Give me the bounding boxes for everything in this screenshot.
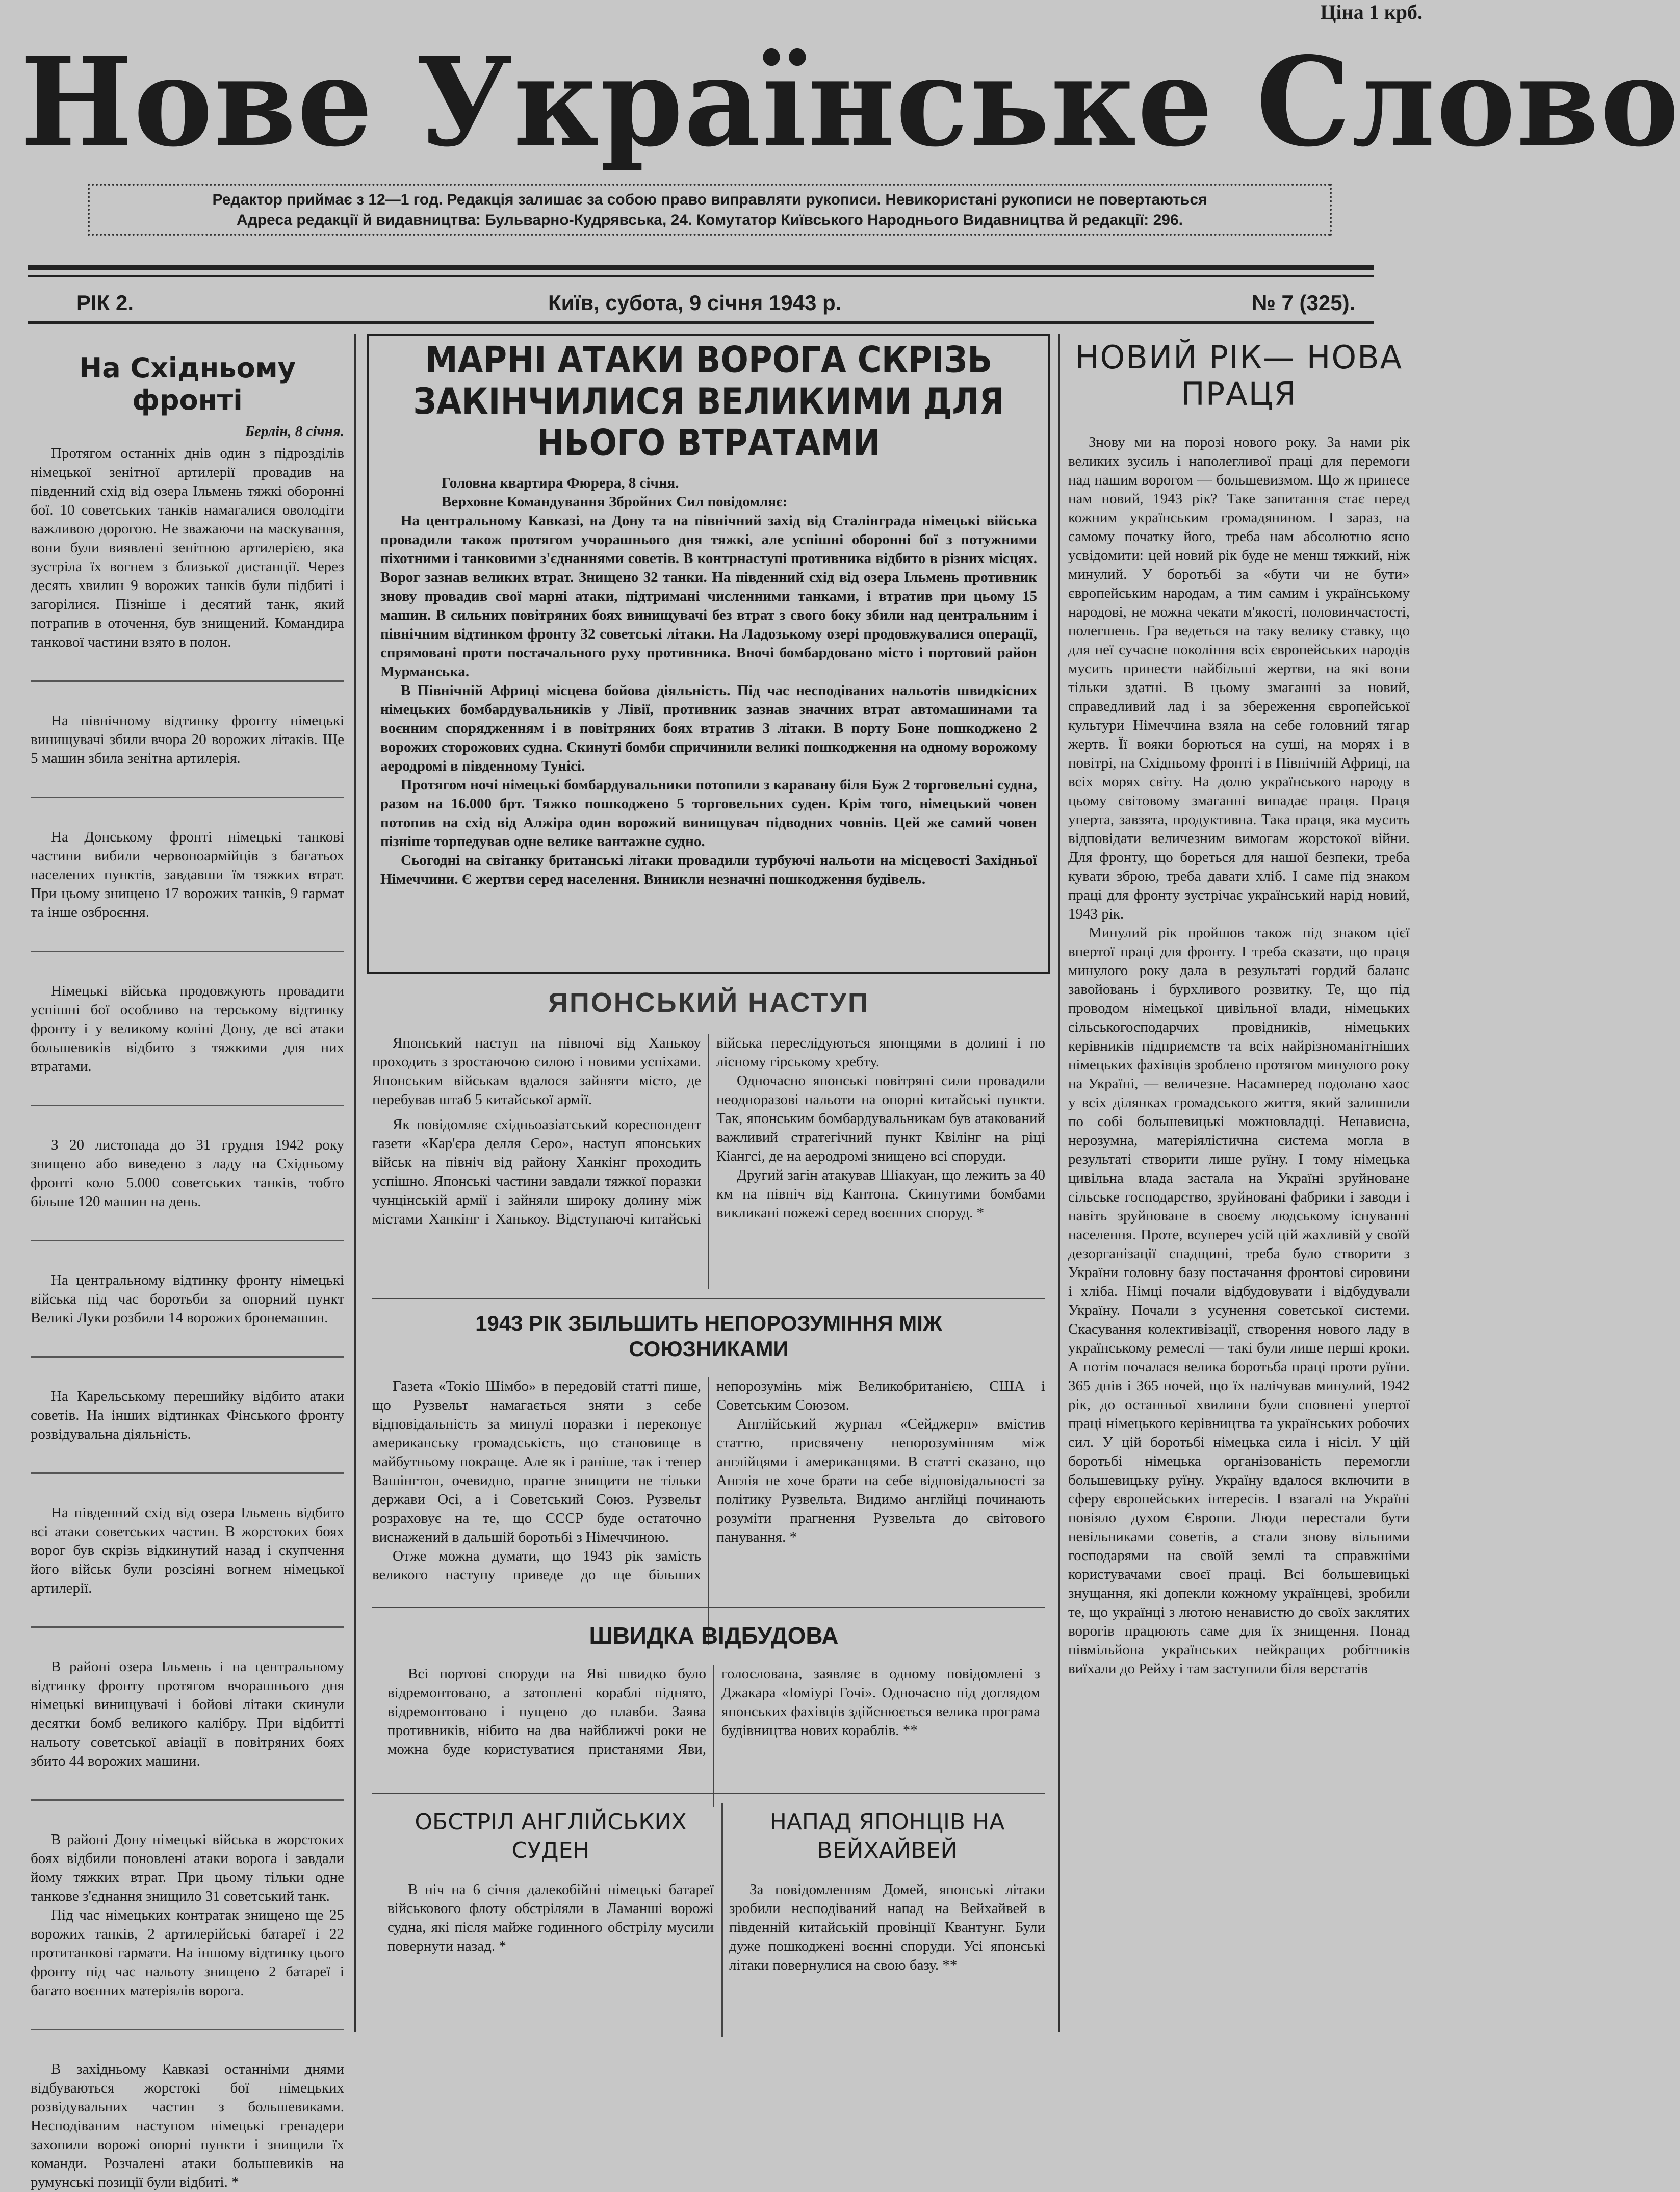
rebuild-story (387, 1622, 1040, 1807)
issue-number: № 7 (325). (1252, 291, 1356, 315)
dateline-rule (28, 321, 1374, 324)
paragraph: Всі портові споруди на Яві швидко було відремонтовано, а затоплені кораблі піднято, відремонтовано і пущено до плавби. Заява противників, нібито на два найближчі роки не можна буде користуватися пристанями Яви, голослована, заявляє в одному повідомлені з Джакара «Іоміурі Гочі». Одночасно під доглядом японських фахівців здійснюється велика програма будівництва нових кораблів. ** (387, 1666, 1040, 1757)
paragraph: На центральному Кавказі, на Дону та на північний захід від Сталінграда німецькі війська провадили також протягом учорашнього дня тяжкі, але успішні оборонні бої з потужними піхотними і танковими з'єднаннями советів. В контрнаступі противника відбито в різних місцях. Ворог зазнав великих втрат. Знищено 32 танки. На південний схід від озера Ільмень противник знову провадив свої марні атаки, підтримані численними танками, і втратив при цьому 15 машин. В сильних повітряних боях винищувачі без втрат з свого боку збили над центральним і північним відтинком фронту 32 советські літаки. На Ладозькому озері продовжувалися операції, спрямовані проти постачального руху противника. Вночі бомбардовано місто і портовий район Мурманська. (380, 513, 1037, 680)
japan-offensive-headline: ЯПОНСЬКИЙ НАСТУП (548, 987, 869, 1018)
allies-story (372, 1311, 1045, 1645)
main-story-intro: Верховне Командування Збройних Сил повідомляє: (442, 494, 788, 510)
shelling-headline: ОБСТРІЛ АНГЛІЙСЬКИХ СУДЕН (415, 1809, 687, 1864)
eastern-front-dateline: Берлін, 8 січня. (245, 423, 344, 440)
weihaiwei-headline: НАПАД ЯПОНЦІВ НА ВЕЙХАЙВЕЙ (769, 1809, 1005, 1864)
new-year-headline: НОВИЙ РІК— НОВА ПРАЦЯ (1075, 339, 1403, 413)
allies-body (372, 1377, 1045, 1645)
divider (31, 1240, 344, 1241)
news-item: На південний схід від озера Ільмень відбито всі атаки советських частин. В жорстоких боях ворог був скрізь відкинутий назад і скупчення його військ були розсіяні вогнем німецької артилерії. (31, 1505, 344, 1596)
news-item: На північному відтинку фронту німецькі винищувачі збили вчора 20 ворожих літаків. Ще 5 машин збила зенітна артилерія. (31, 712, 344, 767)
new-year-body (1068, 433, 1410, 1678)
weihaiwei-story (729, 1808, 1045, 1975)
news-item: В районі Дону німецькі війська в жорстоких боях відбили поновлені атаки ворога і завдали йому тяжких втрат. При цьому тільки одне танкове з'єднання знищило 31 советський танк. (31, 1831, 344, 1904)
main-story-dateline: Головна квартира Фюрера, 8 січня. (442, 475, 679, 491)
news-item: На Карельському перешийку відбито атаки советів. На інших відтинках Фінського фронту розвідувальна діяльність. (31, 1388, 344, 1442)
paragraph: Знову ми на порозі нового року. За нами рік великих зусиль і наполегливої праці для перемоги над нашим ворогом — большевизмом. Що ж принесе нам новий, 1943 рік? Таке запитання стає перед кожним українським громадянином. І зараз, на самому початку його, треба нам абсолютно ясно усвідомити: цей новий рік буде не менш тяжкий, ніж минулий. У боротьбі за «бути чи не бути» європейським народам, а тим самим і українському народові, не можна чекати м'якості, половинчастості, полегшень. Гра ведеться на таку велику ставку, що для неї сучасне покоління всіх європейських народів мусить принести найбільші жертви, на які вони тільки здатні. В цьому змаганні за новий, справедливий лад і за збереження європейської культури Німеччина взяла на себе головний тягар жертв. Її вояки борються на суші, на морях і в повітрі, на Східньому фронті і в Північній Африці, на всіх морях світу. На долю українського народу в цьому світовому змаганні випадає праця. Праця уперта, завзята, продуктивна. Така праця, яка мусить відповідати величезним вимогам жорстокої війни. Для фронту, що бореться для нашої безпеки, треба кувати зброю, треба давати хліб. І саме під знаком праці для фронту зустрічає український нарід новий, 1943 рік. (1068, 434, 1410, 922)
japan-offensive-body (372, 1034, 1045, 1289)
masthead-rule (28, 265, 1374, 270)
masthead-title: Нове Українське Слово (20, 30, 1680, 174)
allies-headline: 1943 РІК ЗБІЛЬШИТЬ НЕПОРОЗУМІННЯ МІЖ СОЮЗНИКАМИ (475, 1311, 942, 1361)
news-item: Під час німецьких контратак знищено ще 25 ворожих танків, 2 артилерійські батареї і 22 протитанкові гармати. На іншому відтинку цього фронту під час нальоту знищено 2 батареї і багато воєнних матеріялів ворога. (31, 1907, 344, 1999)
rebuild-body (387, 1665, 1040, 1807)
news-item: В районі озера Ільмень і на центральному відтинку фронту протягом вчорашнього дня німецькі винищувачі і бойові літаки скинули десятки бомб великого калібру. При відбитті нальоту советської авіації в повітряних боях збито 44 ворожих машини. (31, 1659, 344, 1769)
divider (31, 2029, 344, 2030)
news-item: В західньому Кавказі останніми днями відбуваються жорстокі бої німецьких розвідувальних частин з большевиками. Несподіваним наступом німецькі гренадери захопили ворожі опорні пункти і знищили їх команди. Розчалені атаки большевиків на румунські позиції були відбиті. * (31, 2061, 344, 2190)
divider (372, 1607, 1045, 1608)
column-rule-bottom (721, 1803, 723, 2037)
japan-offensive-story (372, 987, 1045, 1289)
paragraph: В ніч на 6 січня далекобійні німецькі батареї військового флоту обстріляли в Ламаншi ворожі судна, які після майже годинного обстрілу мусили повернути назад. * (387, 1881, 714, 1954)
issue-year: РІК 2. (76, 291, 134, 315)
column-rule-left (354, 334, 356, 2032)
shelling-body (387, 1880, 714, 1956)
divider (31, 797, 344, 798)
paragraph: Минулий рік пройшов також під знаком цієї впертої праці для фронту. І треба сказати, що праця минулого року дала в результаті гордий баланс завойовань і бурхливого розвитку. Те, що під проводом німецької цивільної влади, німецьких сільськогосподарчих провідників, німецьких керівників підприємств та всіх найрізноманітніших німецьких фахівців зроблено протягом минулого року на Україні, — величезне. Насамперед подолано хаос у всіх ділянках громадського життя, який залишили по собі большевицькі можновладці. Ненависна, нерозумна, матеріялістична система могла в результаті створити лише руїну. І тому німецька цивільна влада застала на Україні зруйноване сільське господарство, зруйновані фабрики і заводи і навіть зруйноване в своєму людському існуванні населення. Проте, всупереч усій цій жахливій у своїй дезорганізації спадщині, треба було створити з України головну базу постачання фронтові сировини і хліба. Німці почали відбудовувати і відбудували Україну. Почали з усунення советської системи. Скасування колективізації, створення нового ладу в українському ремеслі — такі були лише перші кроки. А потім почалася велика боротьба праці проти руїни. 365 днів і 365 ночей, що їх налічував минулий, 1942 рік, до останньої хвилини були сповнені упертої праці німецького керівництва та українських робочих сил. У цій боротьбі німецька сила і нісіл. У цій боротьбі німецька організованість перемогли большевицьку руїну. Україну вдалося включити в сферу європейських інтересів. І взагалі на Україні повіяло духом Європи. Люди перестали бути невільниками советів, а стали знову вільними господарями на своїй землі та справжніми користувачами своєї праці. Всі большевицькі знущання, які допекли кожному українцеві, зробили те, що українці з лютою ненавистю до своїх заклятих ворогів працюють саме для їх знищення. Понад півмільйона українських нейкращих робітників виїхали до Рейху і там заступили біля верстатів (1068, 925, 1410, 1677)
paragraph: Отже можна думати, що 1943 рік замість великого наступу приведе до ще більших непорозумінь між Великобританією, США і Советським Союзом. (372, 1378, 1045, 1583)
paragraph: Другий загін атакував Шіакуан, що лежить за 40 км на північ від Кантона. Скинутими бомбами викликані пожежі серед воєнних споруд. * (716, 1167, 1045, 1221)
column-rule-right (1058, 334, 1060, 2032)
eastern-front-column (31, 334, 344, 2190)
news-item: Німецькі війська продовжують провадити успішні бої особливо на терському відтинку фронту і у великому коліні Дону, де всі атаки большевиків відбито з тяжкими для них втратами. (31, 983, 344, 1075)
masthead-rule-thin (28, 275, 1374, 277)
divider (372, 1793, 1045, 1794)
paragraph: Протягом ночі німецькі бомбардувальники потопили з каравану біля Буж 2 торговельні судна, разом на 16.000 брт. Тяжко пошкоджено 5 торговельних суден. Крім того, німецький човен потопив на схід від Алжіра один ворожий винищувач підводних човнів. Цей же самий човен пізніше торпедував одне велике вантажне судно. (380, 777, 1037, 850)
divider (372, 1298, 1045, 1299)
paragraph: Як повідомляє східньоазіатський кореспондент газети «Кар'єра делля Серо», наступ японських військ на північ від району Ханкінг проходить успішно. Японські частини завдали тяжкої поразки чунцінській армії і зайняли широку долину між містами Ханкінг і Ханькоу. Відступаючі китайські війська переслідуються японцями в долині і по лісному гірському хребту. (372, 1035, 1045, 1227)
divider (31, 1472, 344, 1474)
divider (31, 951, 344, 952)
paragraph: В Північній Африці місцева бойова діяльність. Під час несподіваних нальотів швидкісних німецьких бомбардувальників у Лівії, противник зазнав значних втрат автомашинами та воєнним спорядженням і в повітряних боях втратив 3 літаки. В порту Боне пошкоджено 2 ворожих сторожових судна. Скинуті бомби спричинили великі пошкодження на одному ворожому аеродромі в південному Тунісі. (380, 682, 1037, 774)
divider (31, 680, 344, 682)
main-story-headline: МАРНІ АТАКИ ВОРОГА СКРІЗЬ ЗАКІНЧИЛИСЯ ВЕЛИКИМИ ДЛЯ НЬОГО ВТРАТАМИ (413, 339, 1004, 465)
editorial-line-1: Редактор приймає з 12—1 год. Редакція залишає за собою право виправляти рукописи. Невикористані рукописи не повертаються (212, 191, 1207, 208)
editorial-box (88, 184, 1332, 236)
paragraph: Англійський журнал «Сейджерп» вмістив статтю, присвячену непорозумінням між англійцями і американцями. В статті сказано, що Англія не хоче брати на себе відповідальності за політику Рузвельта. Видимо англійці починають розуміти прагнення Рузвельта до світового панування. * (716, 1416, 1045, 1545)
paragraph: Газета «Токіо Шімбо» в передовій статті пише, що Рузвельт намагається зняти з себе відповідальність за минулі поразки і переконує американську громадськість, що становище в майбутньому покраще. Але як і раніше, так і тепер Вашінгтон, очевидно, прагне знищити не тільки держави Осі, а і Советський Союз. Рузвельт розраховує на те, що СССР буде остаточно виснажений в дальшій боротьбі з Німеччиною. (372, 1378, 701, 1545)
divider (31, 1356, 344, 1358)
paragraph: Японський наступ на півночі від Ханькоу проходить з зростаючою силою і новими успіхами. Японським військам вдалося зайняти місто, де перебував штаб 5 китайської армії. (372, 1035, 701, 1108)
shelling-story (387, 1808, 714, 1956)
news-item: На центральному відтинку фронту німецькі війська під час боротьби за опорний пункт Великі Луки розбили 14 ворожих бронемашин. (31, 1272, 344, 1326)
weihaiwei-body (729, 1880, 1045, 1975)
news-item: Протягом останніх днів один з підрозділів німецької зенітної артилерії провадив на південний схід від озера Ільмень тяжкі оборонні бої. 10 советських танків намагалися оволодіти важливою дорогою. Не зважаючи на маскування, вони були виявлені зенітною артилерією, яка зустріла їх вогнем з близької дистанції. Через десять хвилин 9 ворожих танків були підбиті і загорілися. Пізніше і десятий танк, який потрапив в оточення, був знищений. Командира танкової частини взято в полон. (31, 445, 344, 650)
issue-date: Київ, субота, 9 січня 1943 р. (548, 291, 842, 315)
divider (31, 1799, 344, 1801)
eastern-front-title: На Східньому фронті (79, 352, 296, 416)
main-story-body (380, 512, 1037, 889)
paragraph: Одночасно японські повітряні сили провадили неодноразові нальоти на опорні китайські пункти. Так, японським бомбардувальникам був атакований важливий стратегічний пункт Квілінг на ріці Кіангсі, де на аеродромі знищено всі споруди. (716, 1073, 1045, 1164)
news-item: На Донському фронті німецькі танкові частини вибили червоноармійців з багатьох населених пунктів, завдавши їм тяжких втрат. При цьому знищено 17 ворожих танків, 9 гармат та інше озброєння. (31, 829, 344, 921)
paragraph: За повідомленням Домей, японські літаки зробили несподіваний напад на Вейхайвей в південній китайській провінції Квантунг. Були дуже пошкоджені воєнні споруди. Усі японські літаки повернулися на свою базу. ** (729, 1881, 1045, 1973)
divider (31, 1626, 344, 1628)
main-story-box (367, 334, 1050, 974)
eastern-front-items (31, 444, 344, 2192)
price: Ціна 1 крб. (1320, 1, 1423, 23)
editorial-line-2: Адреса редакції й видавництва: Бульварно-Кудрявська, 24. Комутатор Київського Народнього Видавництва й редакції: 296. (237, 212, 1183, 228)
news-item: З 20 листопада до 31 грудня 1942 року знищено або виведено з ладу на Східньому фронті коло 5.000 советських танків, тобто більше 120 машин на день. (31, 1137, 344, 1210)
divider (31, 1105, 344, 1106)
rebuild-headline: ШВИДКА ВІДБУДОВА (589, 1622, 839, 1649)
new-year-column (1068, 334, 1410, 2037)
paragraph: Сьогодні на світанку британські літаки провадили турбуючі нальоти на місцевості Західньої Німеччини. Є жертви серед населення. Виникли незначні пошкодження будівель. (380, 852, 1037, 887)
